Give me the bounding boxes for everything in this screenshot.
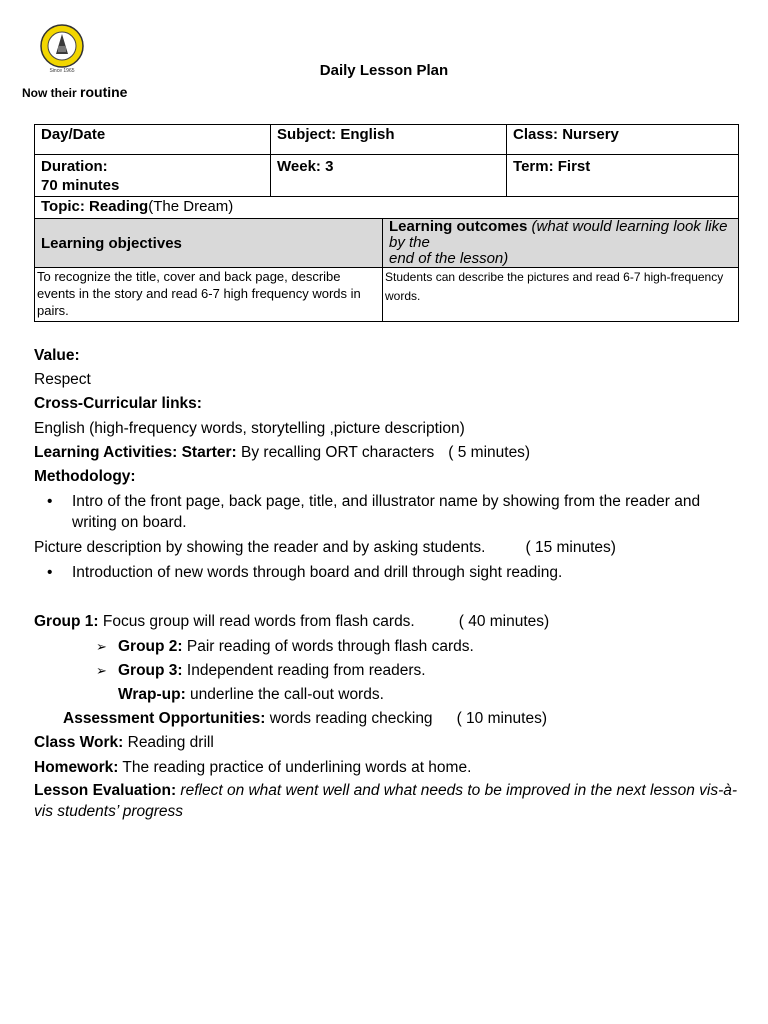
activities-time: ( 5 minutes) — [448, 443, 531, 461]
assess-label: Assessment Opportunities: — [63, 710, 266, 728]
group3-label: Group 3: — [118, 661, 183, 679]
week-cell — [271, 155, 507, 197]
classwork-line — [34, 731, 744, 755]
topic-cell — [35, 197, 739, 219]
homework-text: The reading practice of underlining words at home. — [118, 758, 472, 776]
classwork-text: Reading drill — [123, 734, 214, 752]
document-title: Daily Lesson Plan — [319, 62, 449, 79]
bullet-item — [34, 491, 744, 533]
cross-label: Cross-Curricular links: — [34, 395, 202, 413]
wrap-line — [34, 683, 744, 707]
week-value: Week: 3 — [277, 158, 334, 175]
outcomes-header-italic-2: end of the lesson) — [389, 250, 509, 267]
motto-big: routine — [80, 84, 128, 100]
term-value: Term: First — [513, 158, 591, 175]
group1-line — [34, 610, 744, 634]
wrap-label: Wrap-up: — [118, 686, 186, 704]
bullet-item — [34, 562, 744, 583]
group1-time: ( 40 minutes) — [458, 613, 550, 631]
outcomes-text: Students can describe the pictures and read 6-7 high-frequency words. — [383, 268, 739, 322]
group2-line — [34, 635, 744, 659]
group1-text: Focus group will read words from flash cards. — [98, 613, 415, 631]
method-label: Methodology: — [34, 468, 136, 486]
subject-cell: Subject: English — [271, 125, 507, 155]
activities-label: Learning Activities: Starter: — [34, 443, 237, 461]
group1-label: Group 1: — [34, 613, 99, 631]
school-motto — [22, 84, 127, 100]
assess-text: words reading checking — [265, 710, 433, 728]
activities-line — [34, 441, 744, 465]
logo-caption: Since 1965 — [49, 68, 75, 74]
topic-value: (The Dream) — [148, 198, 234, 215]
picture-desc: Picture description by showing the reader and by asking students. — [34, 539, 486, 557]
picture-line — [34, 536, 744, 560]
duration-label: Duration: — [41, 158, 108, 175]
assess-time: ( 10 minutes) — [456, 710, 548, 728]
group3-text: Independent reading from readers. — [182, 661, 426, 679]
bullet2-text: Introduction of new words through board and drill through sight reading. — [72, 564, 563, 582]
group2-label: Group 2: — [118, 637, 183, 655]
value-text: Respect — [34, 371, 91, 389]
motto-small: Now their — [22, 86, 77, 100]
activities-text: By recalling ORT characters — [236, 443, 435, 461]
bullet1-text: Intro of the front page, back page, title, and illustrator name by showing from the reader and writing on board. — [72, 493, 701, 532]
arrow-bullet-icon: ➢ — [96, 662, 107, 678]
lesson-body — [34, 344, 744, 822]
bullet-icon: • — [47, 493, 53, 511]
group2-text: Pair reading of words through flash cards. — [182, 637, 474, 655]
wrap-text: underline the call-out words. — [185, 686, 384, 704]
term-cell — [507, 155, 739, 197]
objectives-header: Learning objectives — [35, 219, 383, 268]
value-label: Value: — [34, 347, 80, 364]
topic-label: Topic: Reading — [41, 198, 149, 215]
assess-line — [34, 707, 744, 731]
eval-text: reflect on what went well and what needs to be improved in the next lesson vis-à-vis students’ progress — [34, 781, 738, 820]
homework-label: Homework: — [34, 758, 119, 776]
group3-line — [34, 659, 744, 683]
outcomes-header-bold: Learning outcomes — [389, 218, 528, 235]
day-date-cell: Day/Date — [35, 125, 271, 155]
eval-line — [34, 780, 744, 822]
class-cell: Class: Nursery — [507, 125, 739, 155]
classwork-label: Class Work: — [34, 734, 124, 752]
picture-time: ( 15 minutes) — [525, 539, 616, 557]
bullet-icon: • — [47, 564, 53, 582]
outcomes-header — [383, 219, 739, 268]
lesson-plan-table — [34, 124, 739, 322]
homework-line — [34, 756, 744, 780]
duration-value: 70 minutes — [41, 177, 120, 194]
eval-label: Lesson Evaluation: — [34, 781, 177, 799]
arrow-bullet-icon: ➢ — [96, 638, 107, 654]
duration-cell — [35, 155, 271, 197]
cross-text: English (high-frequency words, storytelling ,picture description) — [34, 419, 465, 437]
objectives-text: To recognize the title, cover and back page, describe events in the story and read 6-7 high frequency words in pairs. — [35, 268, 383, 322]
outcomes-header-italic: (what would learning look like by the — [389, 218, 728, 251]
